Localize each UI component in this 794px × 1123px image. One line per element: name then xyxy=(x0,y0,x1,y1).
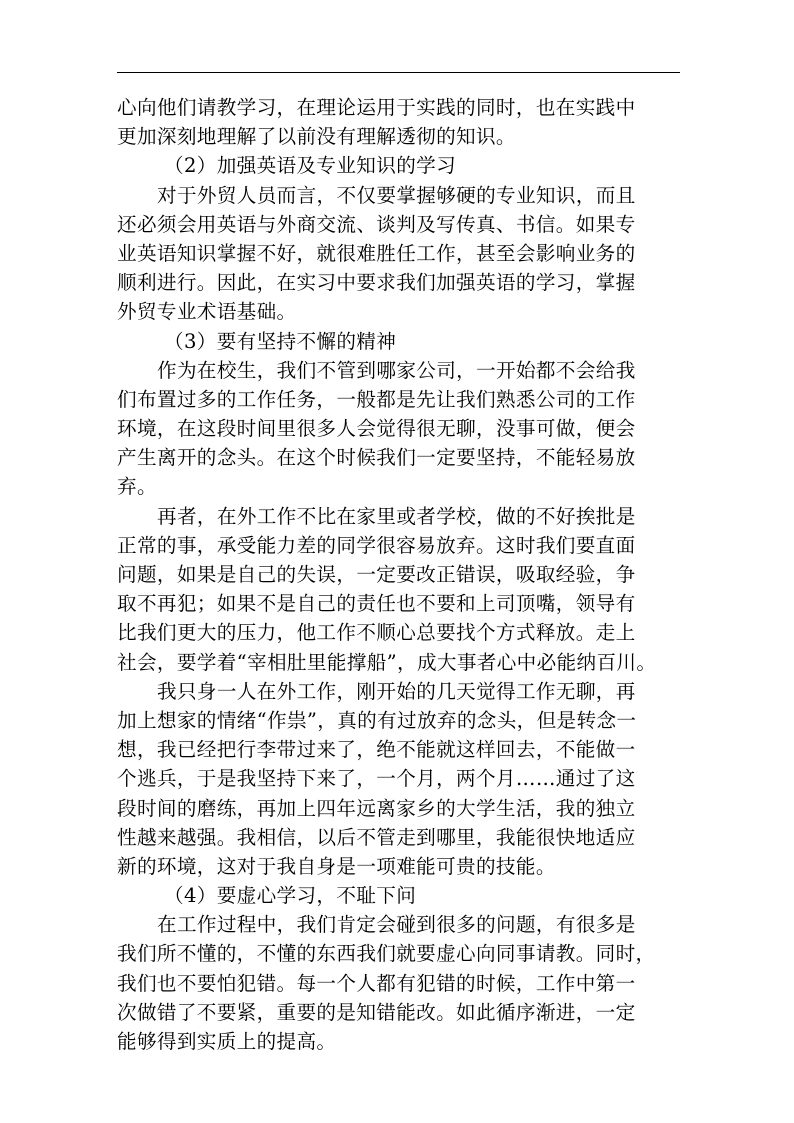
text-line: 心向他们请教学习，在理论运用于实践的同时，也在实践中 xyxy=(117,96,636,119)
text-line: 次做错了不要紧，重要的是知错能改。如此循序渐进，一定 xyxy=(117,1000,636,1024)
body-text xyxy=(117,93,683,1056)
text-line: 新的环境，这对于我自身是一项难能可贵的技能。 xyxy=(117,854,556,878)
text-line: 我只身一人在外工作，刚开始的几天觉得工作无聊，再 xyxy=(157,679,636,703)
text-line: 性越来越强。我相信，以后不管走到哪里，我能很快地适应 xyxy=(117,825,636,849)
text-line: 个逃兵，于是我坚持下来了，一个月，两个月……通过了这 xyxy=(117,767,636,791)
text-line: 段时间的磨练，再加上四年远离家乡的大学生活，我的独立 xyxy=(117,796,636,820)
text-line: 环境，在这段时间里很多人会觉得很无聊，没事可做，便会 xyxy=(117,417,636,441)
text-line: （3）要有坚持不懈的精神 xyxy=(164,329,397,353)
text-line: （2）加强英语及专业知识的学习 xyxy=(164,154,457,178)
text-line: 我们也不要怕犯错。每一个人都有犯错的时候，工作中第一 xyxy=(117,971,636,995)
text-line: 取不再犯；如果不是自己的责任也不要和上司顶嘴，领导有 xyxy=(117,592,636,616)
text-line: 加上想家的情绪“作祟”，真的有过放弃的念头，但是转念一 xyxy=(117,708,637,732)
text-line: 能够得到实质上的提高。 xyxy=(117,1030,337,1053)
text-line: 正常的事，承受能力差的同学很容易放弃。这时我们要直面 xyxy=(117,533,636,557)
text-line: 业英语知识掌握不好，就很难胜任工作，甚至会影响业务的 xyxy=(117,241,636,265)
text-line: 比我们更大的压力，他工作不顺心总要找个方式释放。走上 xyxy=(117,621,636,645)
text-line: 我们所不懂的，不懂的东西我们就要虚心向同事请教。同时， xyxy=(117,942,656,966)
text-line: 更加深刻地理解了以前没有理解透彻的知识。 xyxy=(117,125,516,149)
text-line: 问题，如果是自己的失误，一定要改正错误，吸取经验，争 xyxy=(117,563,636,586)
text-line: 顺利进行。因此，在实习中要求我们加强英语的学习，掌握 xyxy=(117,271,636,295)
text-line: 想，我已经把行李带过来了，绝不能就这样回去，不能做一 xyxy=(117,738,636,762)
text-line: 们布置过多的工作任务，一般都是先让我们熟悉公司的工作 xyxy=(117,387,636,411)
header-rule xyxy=(117,72,680,73)
text-line: （4）要虚心学习，不耻下问 xyxy=(164,884,417,908)
text-line: 再者，在外工作不比在家里或者学校，做的不好挨批是 xyxy=(157,504,636,528)
text-line: 对于外贸人员而言，不仅要掌握够硬的专业知识，而且 xyxy=(157,183,636,207)
text-line: 产生离开的念头。在这个时候我们一定要坚持，不能轻易放 xyxy=(117,446,636,470)
text-line: 还必须会用英语与外商交流、谈判及写传真、书信。如果专 xyxy=(117,212,636,236)
text-line: 作为在校生，我们不管到哪家公司，一开始都不会给我 xyxy=(157,358,636,382)
text-line: 外贸专业术语基础。 xyxy=(117,300,297,324)
text-line: 在工作过程中，我们肯定会碰到很多的问题，有很多是 xyxy=(157,913,636,937)
text-line: 社会，要学着“宰相肚里能撑船”，成大事者心中必能纳百川。 xyxy=(117,650,657,674)
text-line: 弃。 xyxy=(117,475,157,499)
